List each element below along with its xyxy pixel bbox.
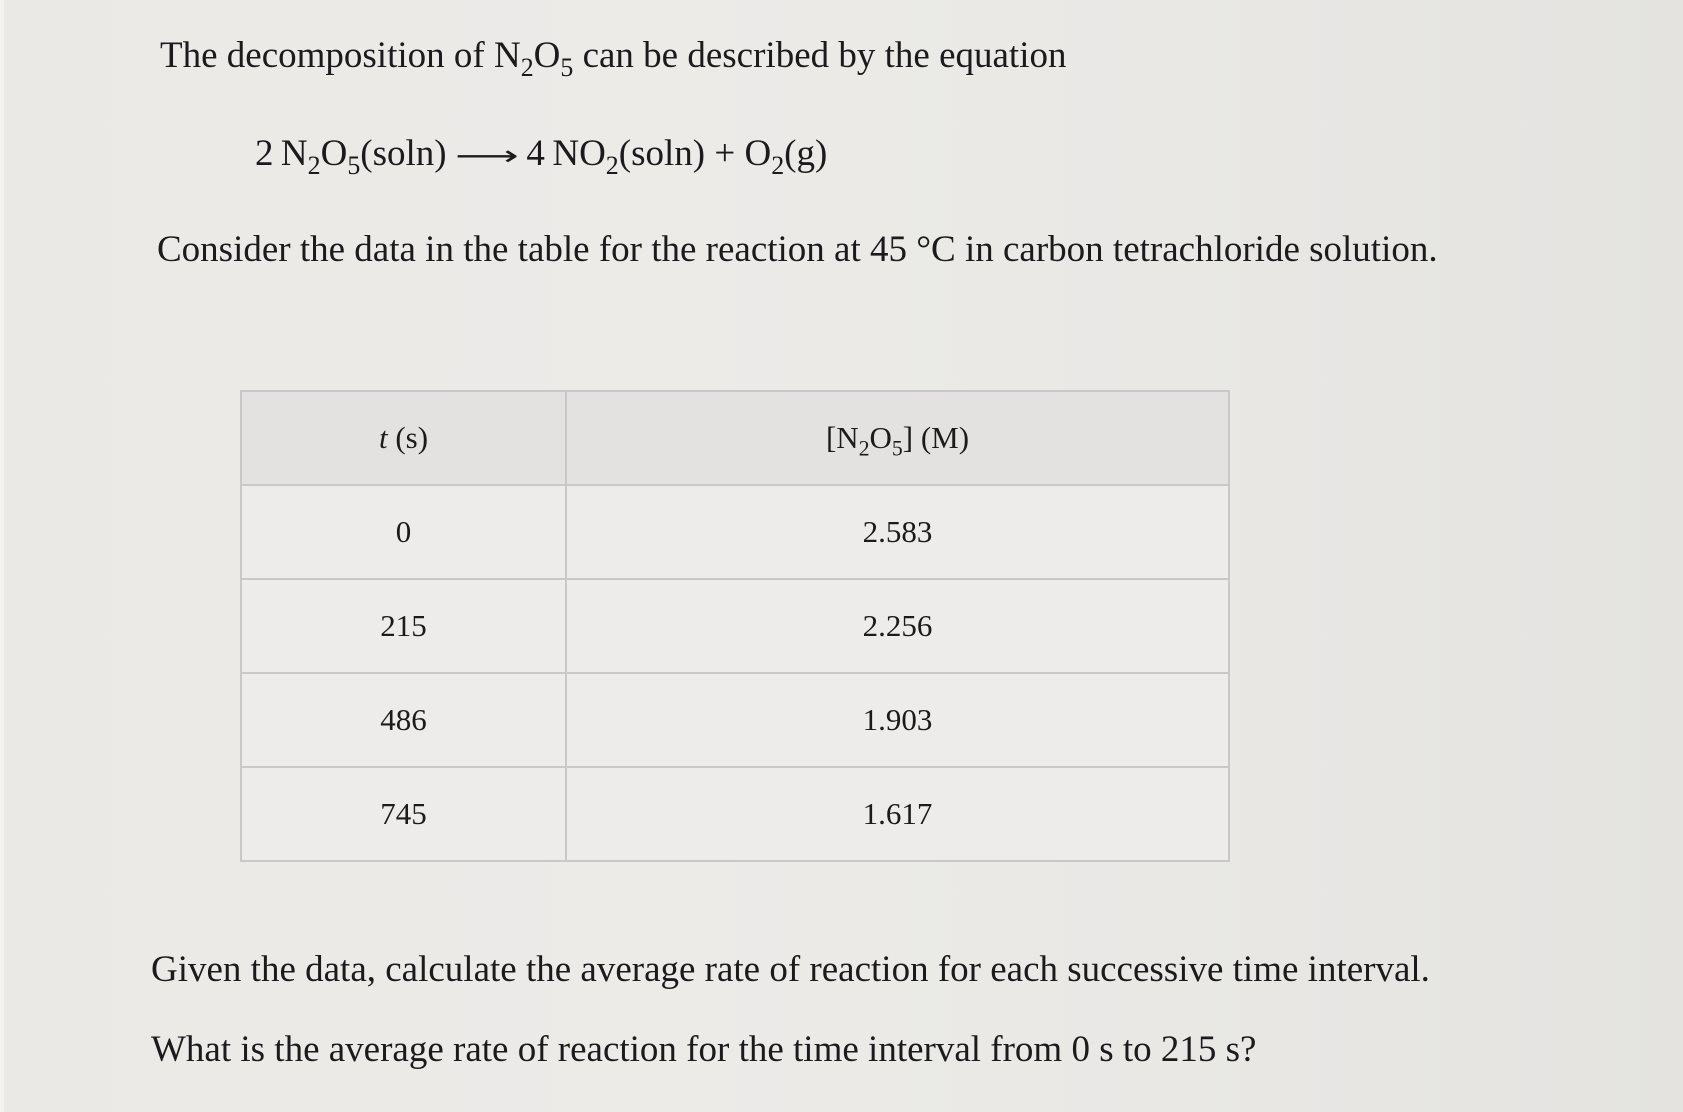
table-header-row	[241, 391, 1229, 485]
time-cell: 486	[241, 673, 566, 767]
reaction-arrow-icon: ⟶	[454, 139, 519, 172]
time-cell: 215	[241, 579, 566, 673]
concentration-cell: 1.903	[566, 673, 1229, 767]
intro-subscript-2: 5	[560, 53, 574, 83]
eq-species-1-mid: O	[320, 133, 348, 174]
eq-species-1-sub-2: 5	[347, 151, 361, 181]
table-row	[241, 579, 1229, 673]
eq-species-1: N	[280, 133, 308, 174]
header-conc-close: ] (M)	[902, 420, 970, 455]
header-conc-mid: O	[869, 420, 892, 455]
header-conc-open: [N	[825, 420, 859, 455]
intro-text-after: can be described by the equation	[573, 35, 1067, 76]
intro-sentence	[160, 34, 1067, 83]
intro-subscript-1: 2	[520, 53, 534, 83]
eq-state-1: (soln)	[360, 133, 447, 174]
page-edge	[0, 0, 4, 1112]
eq-state-2: (soln)	[618, 133, 706, 174]
eq-species-3-sub: 2	[771, 151, 785, 181]
header-time-variable: t	[378, 420, 388, 455]
chemical-equation	[255, 132, 828, 181]
eq-coefficient-1: 2	[255, 133, 274, 174]
header-concentration	[566, 391, 1229, 485]
consider-sentence: Consider the data in the table for the reaction at 45 °C in carbon tetrachloride solution.	[157, 229, 1438, 270]
given-instruction: Given the data, calculate the average rate of reaction for each successive time interval.	[151, 949, 1430, 990]
header-conc-sub-1: 2	[858, 436, 870, 461]
concentration-cell: 2.256	[566, 579, 1229, 673]
header-time-unit: (s)	[387, 420, 429, 455]
eq-species-2: NO	[552, 133, 606, 174]
eq-species-3: O	[744, 133, 772, 174]
eq-state-3: (g)	[784, 133, 828, 174]
eq-plus: +	[714, 133, 736, 174]
eq-coefficient-2: 4	[526, 133, 545, 174]
time-cell: 745	[241, 767, 566, 861]
concentration-cell: 1.617	[566, 767, 1229, 861]
kinetics-data-table	[240, 390, 1230, 862]
table-row	[241, 767, 1229, 861]
intro-text-mid: O	[533, 35, 561, 76]
header-time	[241, 391, 566, 485]
eq-species-1-sub-1: 2	[307, 151, 321, 181]
time-cell: 0	[241, 485, 566, 579]
header-conc-sub-2: 5	[891, 436, 903, 461]
concentration-cell: 2.583	[566, 485, 1229, 579]
intro-text-before: The decomposition of N	[160, 35, 521, 76]
table-row	[241, 673, 1229, 767]
table-row	[241, 485, 1229, 579]
eq-species-2-sub: 2	[605, 151, 619, 181]
question-prompt: What is the average rate of reaction for the time interval from 0 s to 215 s?	[151, 1029, 1257, 1070]
